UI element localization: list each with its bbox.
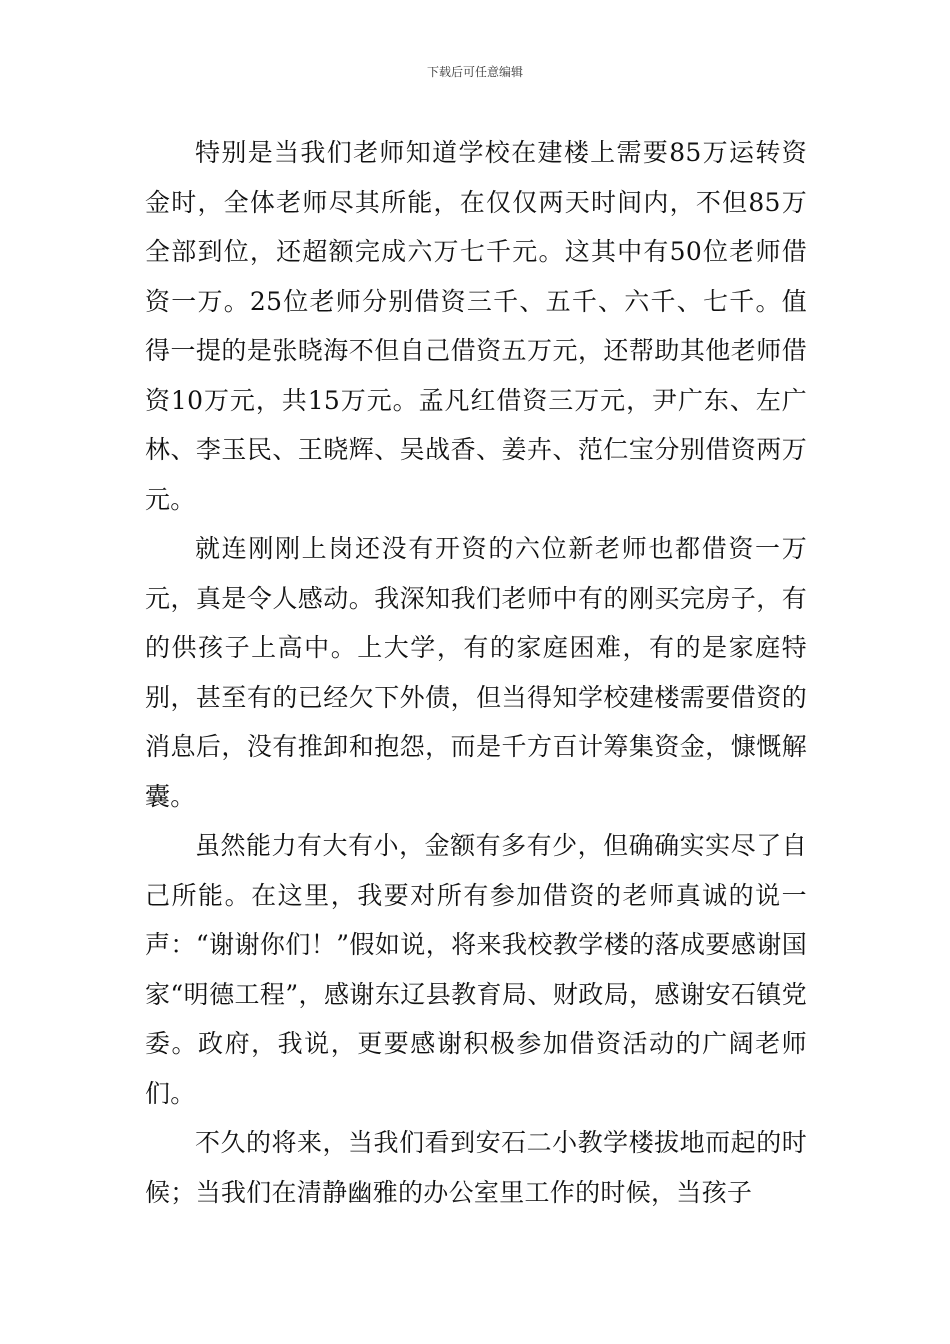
page-header: 下载后可任意编辑 [426,65,523,79]
paragraph-3: 虽然能力有大有小，金额有多有少，但确确实实尽了自己所能。在这里，我要对所有参加借资的老师真诚的说一声：“谢谢你们！”假如说，将来我校教学楼的落成要感谢国家“明德工程”，感谢东辽县教育局、财政局，感谢安石镇党委。政府，我说，更要感谢积极参加借资活动的广阔老师们。 [145,831,807,1108]
paragraph-4: 不久的将来，当我们看到安石二小教学楼拔地而起的时候；当我们在清静幽雅的办公室里工作的时候，当孩子 [145,1128,807,1207]
paragraph-1: 特别是当我们老师知道学校在建楼上需要85万运转资金时，全体老师尽其所能，在仅仅两天时间内，不但85万全部到位，还超额完成六万七千元。这其中有50位老师借资一万。25位老师分别借资三千、五千、六千、七千。值得一提的是张晓海不但自己借资五万元，还帮助其他老师借资10万元，共15万元。孟凡红借资三万元，尹广东、左广林、李玉民、王晓辉、吴战香、姜卉、范仁宝分别借资两万元。 [145,138,807,514]
paragraph-2: 就连刚刚上岗还没有开资的六位新老师也都借资一万元，真是令人感动。我深知我们老师中有的刚买完房子，有的供孩子上高中。上大学，有的家庭困难，有的是家庭特别，甚至有的已经欠下外债，但当得知学校建楼需要借资的消息后，没有推卸和抱怨，而是千方百计筹集资金，慷慨解囊。 [145,534,807,811]
document-body [145,128,807,1217]
